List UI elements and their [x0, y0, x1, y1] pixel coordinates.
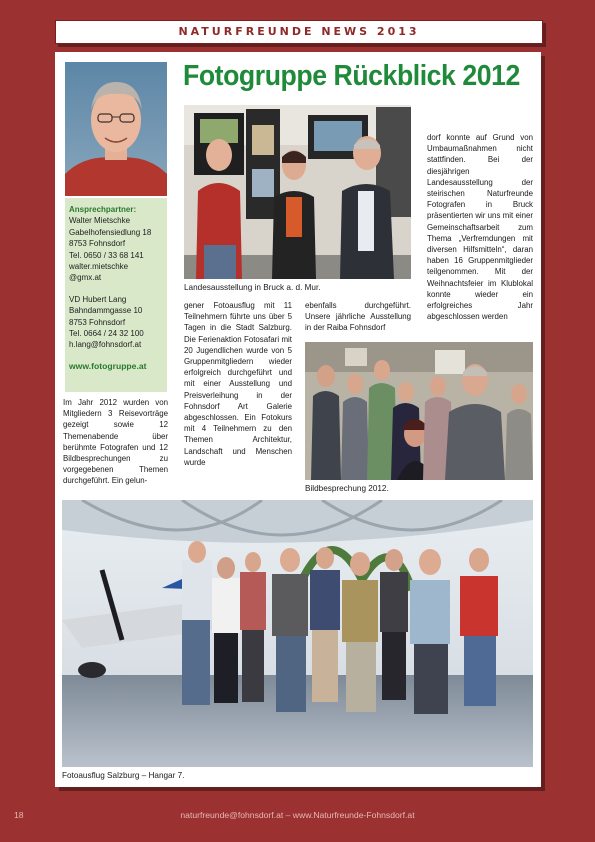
contact-line: Walter Mietschke	[69, 216, 131, 226]
contact-website-link[interactable]: www.fotogruppe.at	[69, 360, 147, 371]
article-text-column-1: Im Jahr 2012 wurden von Mitgliedern 3 Reisevorträge gezeigt sowie 12 Themenabende über berühmte Fotografen und 12 Bildbesprechungen zu vorgegebenen Themen durchgeführt. Ein gelun-	[63, 398, 168, 486]
contact-line: VD Hubert Lang	[69, 294, 127, 304]
contact-line: Tel. 0650 / 33 68 141	[69, 250, 144, 260]
contact-line: Tel. 0664 / 24 32 100	[69, 329, 144, 339]
article-text-column-4: dorf konnte auf Grund von Umbaumaßnahmen nicht stattfinden. Bei der diesjährigen Landesausstellung der steirischen Naturfreunde Fotografen in Bruck präsentierten wir uns mit einer Gemeinschaftsarbeit zum Thema „Verfremdungen mit diversen Hilfsmitteln“, daran haben 16 Gruppenmitglieder teilgenommen. Mit der Weihnachtsfeier im Klublokal konnte wieder ein erfolgreiches Jahr abgeschlossen werden	[427, 133, 533, 322]
hangar-group-photo	[62, 500, 533, 767]
contact-line: h.lang@fohnsdorf.at	[69, 340, 142, 350]
page-header: NATURFREUNDE NEWS 2013	[55, 20, 543, 44]
hangar-photo-caption: Fotoausflug Salzburg – Hangar 7.	[62, 771, 185, 780]
article-title: Fotogruppe Rückblick 2012	[183, 60, 520, 92]
contact-line: @gmx.at	[69, 273, 102, 283]
article-text-column-3: ebenfalls durchgeführt. Unsere jährliche Ausstellung in der Raiba Fohnsdorf	[305, 301, 411, 333]
contact-line: 8753 Fohnsdorf	[69, 317, 126, 327]
meeting-photo	[305, 342, 533, 480]
contact-line: Bahndammgasse 10	[69, 306, 143, 316]
article-text-column-2: gener Fotoausflug mit 11 Teilnehmern führte uns über 5 Tagen in die Stadt Salzburg. Die Ferienaktion Fotosafari mit 20 Jugendlichen wurde von 5 Gruppenmitgliedern wieder erfolgreich durchgeführt und mit einer Ausstellung und Preisverleihung in der Fohnsdorf Art Galerie abgeschlossen. Ein Fotokurs mit 4 Teilnehmern zu den Themen Architektur, Landschaft und Menschen wurde	[184, 301, 292, 467]
portrait-photo	[65, 62, 167, 196]
contact-box	[65, 198, 167, 392]
contact-line: Gabelhofensiedlung 18	[69, 227, 152, 237]
meeting-photo-caption: Bildbesprechung 2012.	[305, 484, 389, 493]
exhibition-photo	[184, 105, 411, 279]
contact-label: Ansprechpartner:	[69, 205, 137, 214]
footer-contact-line: naturfreunde@fohnsdorf.at – www.Naturfreunde-Fohnsdorf.at	[180, 810, 415, 820]
page-content	[55, 52, 541, 787]
contact-line: 8753 Fohnsdorf	[69, 239, 126, 249]
contact-line: walter.mietschke	[69, 262, 129, 272]
page-number: 18	[14, 810, 24, 820]
exhibition-photo-caption: Landesausstellung in Bruck a. d. Mur.	[184, 283, 321, 292]
